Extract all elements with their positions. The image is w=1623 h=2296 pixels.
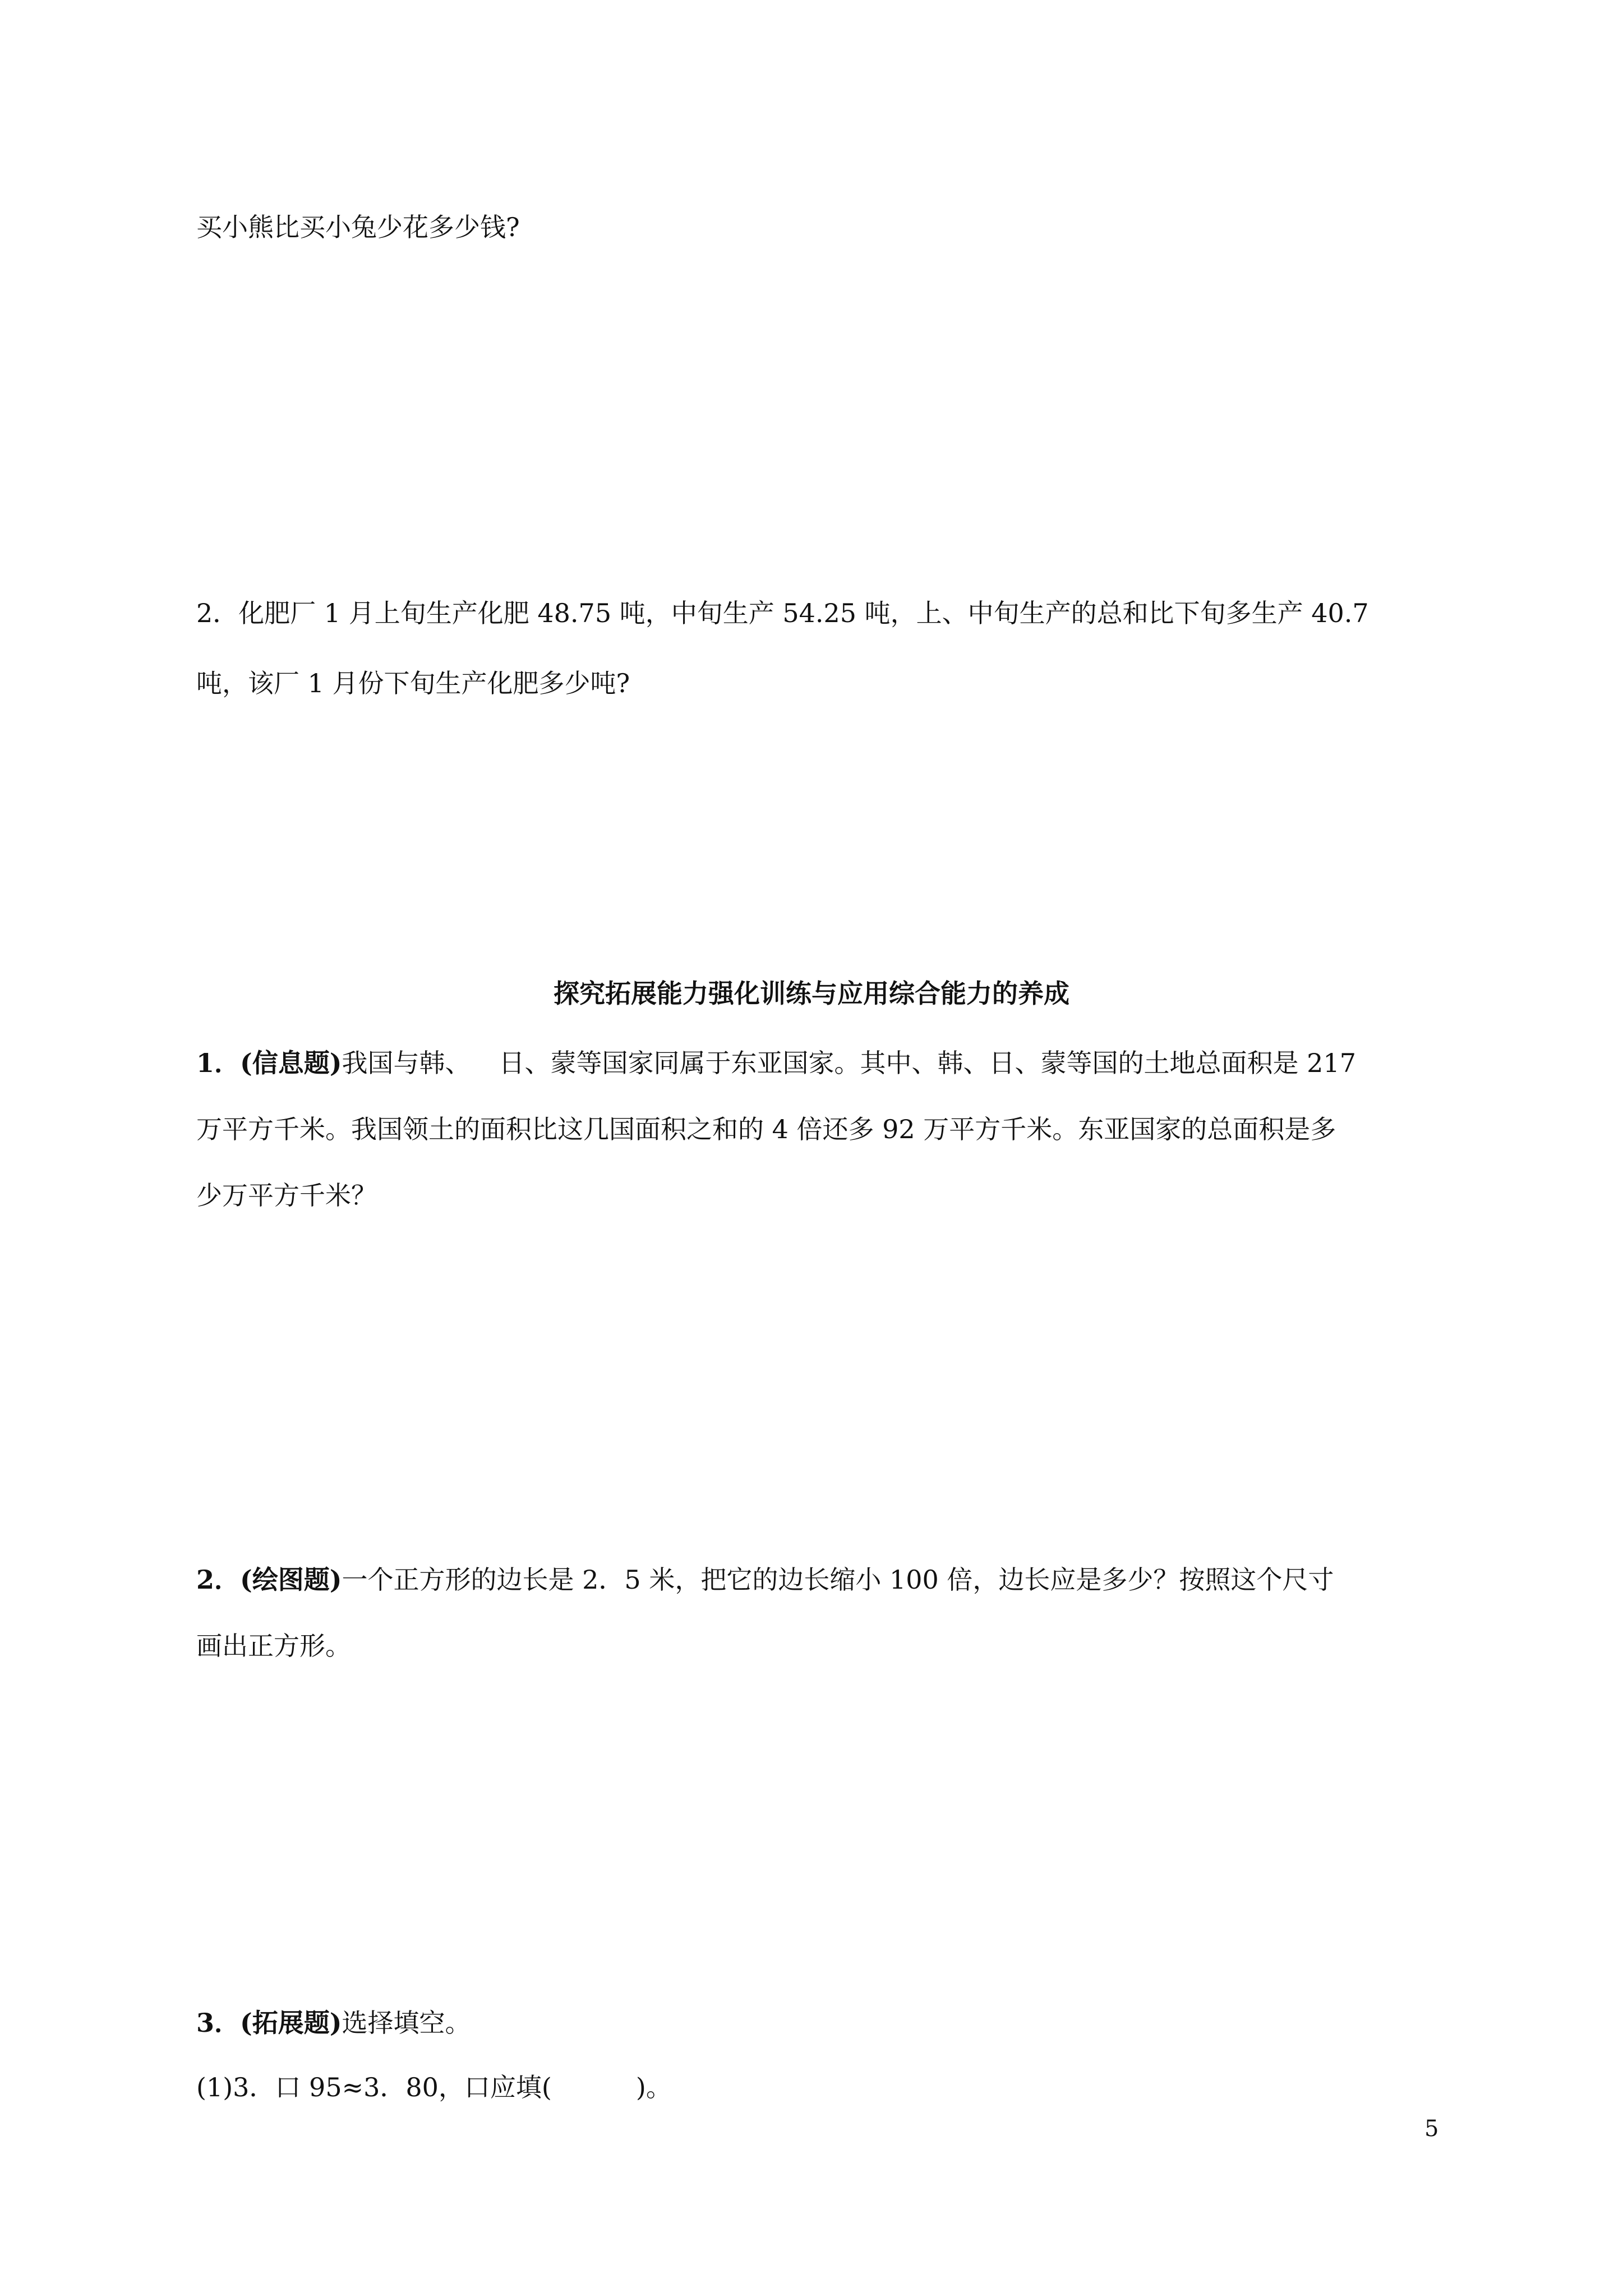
extension-question-1-number: 1． <box>196 1048 241 1078</box>
extension-question-3-sub-1 <box>196 2074 672 2100</box>
extension-question-2-text: 一个正方形的边长是 2．5 米，把它的边长缩小 100 倍，边长应是多少？按照这个尺寸 <box>342 1565 1334 1595</box>
extension-question-2-line-1 <box>196 1567 1334 1593</box>
extension-question-1-line-1 <box>196 1050 1356 1076</box>
extension-question-1-line-3: 少万平方千米？ <box>196 1180 377 1211</box>
extension-question-3-sub-1-text-b: )。 <box>635 2072 672 2102</box>
extension-question-2-line-2: 画出正方形。 <box>196 1631 351 1661</box>
extension-question-3-tag: (拓展题) <box>240 2008 342 2038</box>
section-title: 探究拓展能力强化训练与应用综合能力的养成 <box>554 978 1069 1009</box>
extension-question-1-text-a: 我国与韩、 <box>342 1048 471 1078</box>
question-tail-text: 买小熊比买小兔少花多少钱? <box>196 212 520 242</box>
question-tail <box>196 214 520 240</box>
extension-question-3-sub-1-text-a: (1)3．口 95≈3．80，口应填( <box>196 2072 552 2102</box>
extension-question-3-text: 选择填空。 <box>342 2008 471 2038</box>
question-2-line-1: 2．化肥厂 1 月上旬生产化肥 48.75 吨，中旬生产 54.25 吨，上、中旬生产的总和比下旬多生产 40.7 <box>196 598 1369 628</box>
extension-question-1-line-2: 万平方千米。我国领土的面积比这几国面积之和的 4 倍还多 92 万平方千米。东亚国家的总面积是多 <box>196 1114 1336 1144</box>
extension-question-2-number: 2． <box>196 1565 241 1595</box>
page-number: 5 <box>1424 2116 1439 2142</box>
extension-question-3-line-1 <box>196 2010 471 2036</box>
extension-question-2-tag: (绘图题) <box>240 1565 342 1595</box>
extension-question-1-tag: (信息题) <box>240 1048 342 1078</box>
question-2-line-2: 吨，该厂 1 月份下旬生产化肥多少吨? <box>196 668 630 698</box>
extension-question-3-number: 3． <box>196 2008 241 2038</box>
extension-question-1-text-b: 日、蒙等国家同属于东亚国家。其中、韩、日、蒙等国的土地总面积是 217 <box>499 1048 1356 1078</box>
